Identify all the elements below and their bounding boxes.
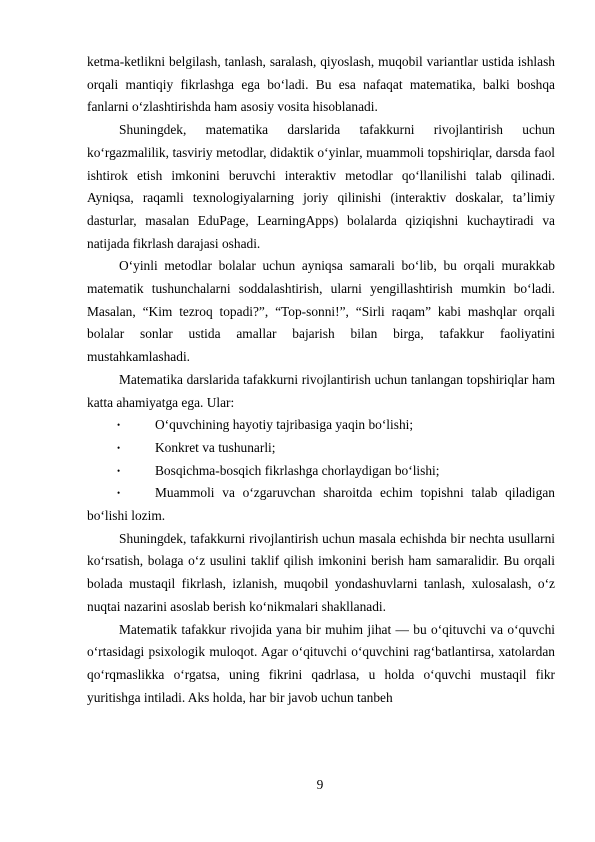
list-item-text: Muammoli va o‘zgaruvchan sharoitda echim topishni talab qiladigan bo‘lishi lozim. [87, 485, 555, 524]
paragraph-4: Matematika darslarida tafakkurni rivojlantirish uchun tanlangan topshiriqlar ham katta ahamiyatga ega. Ular: [87, 371, 555, 410]
document-page [87, 51, 555, 709]
paragraph-1: ketma-ketlikni belgilash, tanlash, saralash, qiyoslash, muqobil variantlar ustida ishlash orqali mantiqiy fikrlashga ega bo‘ladi. Bu esa nafaqat matematika, balki boshqa fanlarni o‘zlashtirishda ham asosiy vosita hisoblanadi. [87, 54, 555, 115]
list-item [87, 482, 555, 527]
list-item-text: Konkret va tushunarli; [155, 439, 276, 455]
list-item [87, 437, 555, 460]
list-item-text: O‘quvchining hayotiy tajribasiga yaqin bo‘lishi; [155, 417, 414, 433]
list-item [87, 414, 555, 437]
list-item [87, 460, 555, 483]
paragraph-3: O‘yinli metodlar bolalar uchun ayniqsa samarali bo‘lib, bu orqali murakkab matematik tushunchalarni soddalashtirish, ularni yengillashtirish mumkin bo‘ladi. Masalan, “Kim tezroq topadi?”, “Top-sonni!”, “Sirli raqam” kabi mashqlar orqali bolalar sonlar ustida amallar bajarish bilan birga, tafakkur faoliyatini mustahkamlashadi. [87, 258, 555, 365]
bullet-icon: • [117, 442, 121, 453]
bullet-icon: • [117, 465, 121, 476]
paragraph-6: Matematik tafakkur rivojida yana bir muhim jihat — bu o‘qituvchi va o‘quvchi o‘rtasidagi psixologik muloqot. Agar o‘qituvchi o‘quvchini rag‘batlantirsa, xatolardan qo‘rqmaslikka o‘rgatsa, uning fikrini qadrlasa, u holda o‘quvchi mustaqil fikr yuritishga intiladi. Aks holda, har bir javob uchun tanbeh [87, 621, 555, 705]
requirements-list [87, 414, 555, 528]
bullet-icon: • [117, 420, 121, 431]
list-item-text: Bosqichma-bosqich fikrlashga chorlaydigan bo‘lishi; [155, 462, 440, 478]
page-number: 9 [316, 777, 324, 792]
bullet-icon: • [117, 488, 121, 499]
paragraph-5: Shuningdek, tafakkurni rivojlantirish uchun masala echishda bir nechta usullarni ko‘rsatish, bolaga o‘z usulini taklif qilish imkonini berish ham samaralidir. Bu orqali bolada mustaqil fikrlash, izlanish, muqobil yondashuvlarni tanlash, xulosalash, o‘z nuqtai nazarini asoslab berish ko‘nikmalari shakllanadi. [87, 530, 555, 614]
paragraph-2: Shuningdek, matematika darslarida tafakkurni rivojlantirish uchun ko‘rgazmalilik, tasviriy metodlar, didaktik o‘yinlar, muammoli topshiriqlar, darsda faol ishtirok etish imkonini beruvchi interaktiv metodlar qo‘llanilishi talab qilinadi. Ayniqsa, raqamli texnologiyalarning joriy qilinishi (interaktiv doskalar, ta’limiy dasturlar, masalan EduPage, LearningApps) bolalarda qiziqishni kuchaytiradi va natijada fikrlash darajasi oshadi. [87, 122, 555, 251]
